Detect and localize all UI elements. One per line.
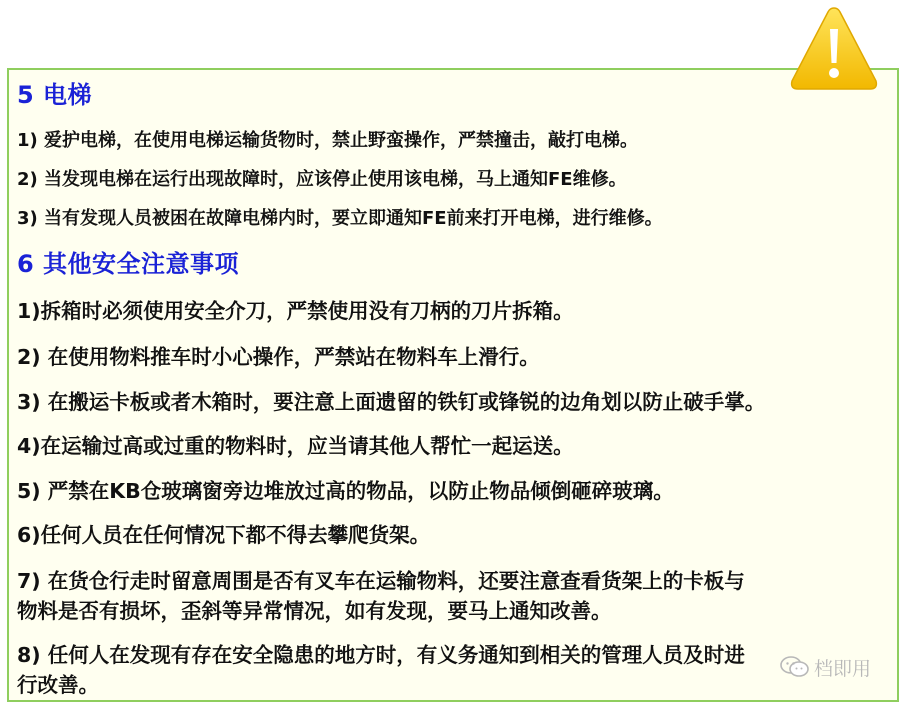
list-item-continuation: 行改善。 <box>17 673 99 697</box>
wechat-icon <box>780 655 810 679</box>
list-item: 5) 严禁在KB仓玻璃窗旁边堆放过高的物品，以防止物品倾倒砸碎玻璃。 <box>17 479 674 503</box>
list-item: 4)在运输过高或过重的物料时，应当请其他人帮忙一起运送。 <box>17 434 574 458</box>
list-item: 3) 当有发现人员被困在故障电梯内时，要立即通知FE前来打开电梯，进行维修。 <box>17 208 663 229</box>
watermark <box>780 652 880 682</box>
warning-triangle-icon <box>789 5 879 93</box>
list-item: 6)任何人员在任何情况下都不得去攀爬货架。 <box>17 523 431 547</box>
watermark-text: 档即用 <box>814 657 872 680</box>
list-item: 7) 在货仓行走时留意周围是否有叉车在运输物料，还要注意查看货架上的卡板与 <box>17 569 745 593</box>
section-title-elevator: 5 电梯 <box>17 81 93 109</box>
list-item: 1) 爱护电梯，在使用电梯运输货物时，禁止野蛮操作，严禁撞击，敲打电梯。 <box>17 130 639 151</box>
list-item: 2) 当发现电梯在运行出现故障时，应该停止使用该电梯，马上通知FE维修。 <box>17 169 627 190</box>
list-item: 1)拆箱时必须使用安全介刀，严禁使用没有刀柄的刀片拆箱。 <box>17 299 574 323</box>
list-item: 2) 在使用物料推车时小心操作，严禁站在物料车上滑行。 <box>17 345 540 369</box>
section-title-other-safety: 6 其他安全注意事项 <box>17 250 240 278</box>
list-item-continuation: 物料是否有损坏，歪斜等异常情况，如有发现，要马上通知改善。 <box>17 599 612 623</box>
list-item: 3) 在搬运卡板或者木箱时，要注意上面遗留的铁钉或锋锐的边角划以防止破手掌。 <box>17 390 766 414</box>
list-item: 8) 任何人在发现有存在安全隐患的地方时，有义务通知到相关的管理人员及时进 <box>17 643 745 667</box>
